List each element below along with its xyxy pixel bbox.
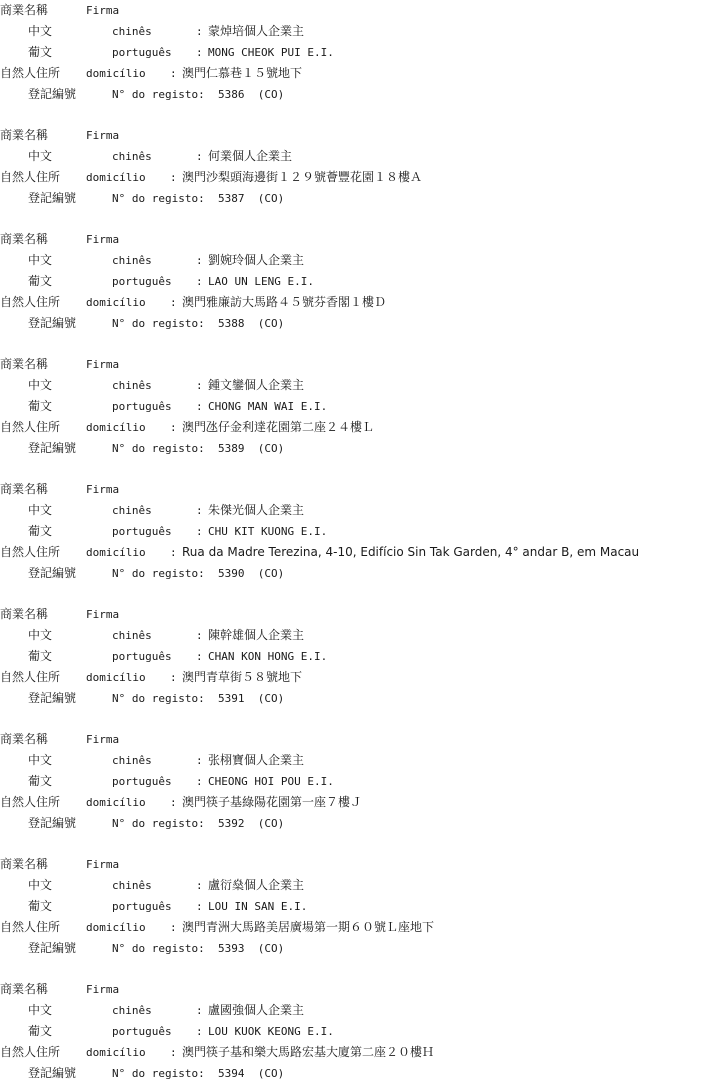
chinese-label-pt: chinês (112, 629, 152, 642)
registration-label-pt: N° do registo: (112, 88, 205, 101)
chinese-label-pt: chinês (112, 879, 152, 892)
registration-label-cn: 登記編號 (28, 566, 77, 580)
domicile-label-cn: 自然人住所 (0, 1045, 61, 1059)
portuguese-name-row (0, 771, 717, 792)
firm-label-cn: 商業名稱 (0, 607, 49, 621)
registration-entry (0, 854, 717, 959)
chinese-name-row (0, 146, 717, 167)
firm-label-cn: 商業名稱 (0, 732, 49, 746)
registration-number-value: 5392 (204, 817, 258, 830)
registration-label-pt: N° do registo: (112, 692, 205, 705)
registration-suffix: (CO) (257, 817, 285, 830)
registration-number-value: 5393 (204, 942, 258, 955)
registration-row (0, 688, 717, 709)
registration-label-cn: 登記編號 (28, 691, 77, 705)
colon-separator: : (196, 879, 203, 892)
chinese-name-value: 劉婉玲個人企業主 (208, 253, 305, 267)
portuguese-name-value: CHAN KON HONG E.I. (208, 650, 328, 663)
registration-suffix: (CO) (257, 442, 285, 455)
firm-heading-row (0, 354, 717, 375)
portuguese-label-pt: português (112, 775, 172, 788)
domicile-row (0, 917, 717, 938)
chinese-name-value: 盧國強個人企業主 (208, 1003, 305, 1017)
firm-label-pt: Firma (86, 608, 120, 621)
firm-label-pt: Firma (86, 983, 120, 996)
portuguese-label-pt: português (112, 275, 172, 288)
colon-separator: : (196, 400, 203, 413)
colon-separator: : (196, 379, 203, 392)
chinese-label-pt: chinês (112, 754, 152, 767)
chinese-name-value: 陳幹雄個人企業主 (208, 628, 305, 642)
domicile-label-pt: domicílio (86, 921, 146, 934)
registration-row (0, 188, 717, 209)
chinese-name-row (0, 375, 717, 396)
registration-number-value: 5387 (204, 192, 258, 205)
registration-row (0, 813, 717, 834)
chinese-label-pt: chinês (112, 504, 152, 517)
registration-label-cn: 登記編號 (28, 816, 77, 830)
colon-separator: : (196, 1025, 203, 1038)
domicile-value: 澳門青洲大馬路美居廣場第一期６０號Ｌ座地下 (182, 920, 435, 934)
colon-separator: : (196, 525, 203, 538)
domicile-value: 澳門沙梨頭海邊街１２９號薈豐花園１８樓Ａ (182, 170, 423, 184)
portuguese-label-pt: português (112, 400, 172, 413)
registration-entry (0, 479, 717, 584)
firm-label-cn: 商業名稱 (0, 857, 49, 871)
firm-heading-row (0, 0, 717, 21)
domicile-label-cn: 自然人住所 (0, 420, 61, 434)
chinese-name-row (0, 250, 717, 271)
domicile-value: 澳門青草街５８號地下 (182, 670, 303, 684)
registration-suffix: (CO) (257, 692, 285, 705)
domicile-label-cn: 自然人住所 (0, 170, 61, 184)
registration-row (0, 563, 717, 584)
domicile-label-cn: 自然人住所 (0, 295, 61, 309)
domicile-label-pt: domicílio (86, 171, 146, 184)
colon-separator: : (170, 171, 177, 184)
chinese-label-pt: chinês (112, 1004, 152, 1017)
domicile-label-pt: domicílio (86, 421, 146, 434)
colon-separator: : (170, 671, 177, 684)
chinese-name-value: 盧衍燊個人企業主 (208, 878, 305, 892)
registration-entry (0, 729, 717, 834)
portuguese-label-pt: português (112, 650, 172, 663)
portuguese-label-cn: 葡文 (28, 399, 53, 413)
registration-suffix: (CO) (257, 192, 285, 205)
portuguese-label-cn: 葡文 (28, 774, 53, 788)
domicile-label-pt: domicílio (86, 67, 146, 80)
colon-separator: : (196, 754, 203, 767)
domicile-label-cn: 自然人住所 (0, 545, 61, 559)
colon-separator: : (196, 775, 203, 788)
registration-label-pt: N° do registo: (112, 817, 205, 830)
firm-heading-row (0, 729, 717, 750)
registration-entry (0, 0, 717, 105)
registration-label-pt: N° do registo: (112, 442, 205, 455)
colon-separator: : (196, 504, 203, 517)
domicile-value: 澳門筷子基和樂大馬路宏基大廈第二座２０樓Ｈ (182, 1045, 435, 1059)
registration-label-cn: 登記編號 (28, 191, 77, 205)
colon-separator: : (170, 421, 177, 434)
domicile-label-pt: domicílio (86, 1046, 146, 1059)
firm-label-cn: 商業名稱 (0, 357, 49, 371)
portuguese-name-value: CHEONG HOI POU E.I. (208, 775, 334, 788)
domicile-value: 澳門筷子基綠陽花園第一座７樓Ｊ (182, 795, 363, 809)
portuguese-label-pt: português (112, 900, 172, 913)
chinese-label-cn: 中文 (28, 149, 53, 163)
portuguese-label-cn: 葡文 (28, 899, 53, 913)
registration-entry (0, 604, 717, 709)
portuguese-label-cn: 葡文 (28, 1024, 53, 1038)
chinese-label-cn: 中文 (28, 1003, 53, 1017)
portuguese-name-row (0, 396, 717, 417)
domicile-row (0, 167, 717, 188)
firm-label-cn: 商業名稱 (0, 482, 49, 496)
colon-separator: : (196, 275, 203, 288)
firm-label-cn: 商業名稱 (0, 232, 49, 246)
domicile-row (0, 1042, 717, 1063)
registration-suffix: (CO) (257, 1067, 285, 1080)
chinese-label-cn: 中文 (28, 253, 53, 267)
chinese-label-pt: chinês (112, 150, 152, 163)
firm-heading-row (0, 604, 717, 625)
registration-number-value: 5394 (204, 1067, 258, 1080)
chinese-label-cn: 中文 (28, 753, 53, 767)
chinese-label-pt: chinês (112, 379, 152, 392)
domicile-label-pt: domicílio (86, 296, 146, 309)
registration-entry (0, 125, 717, 209)
registration-row (0, 84, 717, 105)
portuguese-name-value: LOU IN SAN E.I. (208, 900, 308, 913)
firm-label-pt: Firma (86, 233, 120, 246)
registration-label-cn: 登記編號 (28, 1066, 77, 1080)
colon-separator: : (170, 796, 177, 809)
colon-separator: : (196, 25, 203, 38)
registration-label-pt: N° do registo: (112, 192, 205, 205)
registration-label-pt: N° do registo: (112, 1067, 205, 1080)
domicile-label-cn: 自然人住所 (0, 670, 61, 684)
registration-number-value: 5388 (204, 317, 258, 330)
registration-entry (0, 979, 717, 1084)
portuguese-label-pt: português (112, 46, 172, 59)
registration-number-value: 5390 (204, 567, 258, 580)
registration-row (0, 313, 717, 334)
chinese-name-value: 蒙焯培個人企業主 (208, 24, 305, 38)
firm-label-cn: 商業名稱 (0, 128, 49, 142)
firm-label-pt: Firma (86, 4, 120, 17)
domicile-row (0, 417, 717, 438)
chinese-name-row (0, 875, 717, 896)
colon-separator: : (170, 546, 177, 559)
chinese-name-row (0, 750, 717, 771)
chinese-label-cn: 中文 (28, 628, 53, 642)
chinese-name-row (0, 625, 717, 646)
colon-separator: : (196, 629, 203, 642)
registration-label-cn: 登記編號 (28, 87, 77, 101)
colon-separator: : (196, 150, 203, 163)
portuguese-name-row (0, 271, 717, 292)
firm-label-pt: Firma (86, 358, 120, 371)
domicile-label-cn: 自然人住所 (0, 66, 61, 80)
chinese-label-pt: chinês (112, 254, 152, 267)
domicile-row (0, 542, 717, 563)
firm-label-pt: Firma (86, 483, 120, 496)
portuguese-label-cn: 葡文 (28, 524, 53, 538)
registration-suffix: (CO) (257, 317, 285, 330)
domicile-value: Rua da Madre Terezina, 4-10, Edifício Sin Tak Garden, 4° andar B, em Macau (182, 545, 640, 559)
portuguese-name-value: CHU KIT KUONG E.I. (208, 525, 328, 538)
registration-suffix: (CO) (257, 567, 285, 580)
chinese-label-pt: chinês (112, 25, 152, 38)
portuguese-name-row (0, 896, 717, 917)
domicile-label-pt: domicílio (86, 546, 146, 559)
firm-heading-row (0, 479, 717, 500)
registration-entry (0, 354, 717, 459)
chinese-label-cn: 中文 (28, 503, 53, 517)
portuguese-name-row (0, 1021, 717, 1042)
registration-number-value: 5389 (204, 442, 258, 455)
chinese-label-cn: 中文 (28, 24, 53, 38)
registration-suffix: (CO) (257, 942, 285, 955)
registration-row (0, 938, 717, 959)
chinese-label-cn: 中文 (28, 878, 53, 892)
firm-label-cn: 商業名稱 (0, 982, 49, 996)
firm-heading-row (0, 854, 717, 875)
registration-label-pt: N° do registo: (112, 942, 205, 955)
portuguese-label-cn: 葡文 (28, 274, 53, 288)
firm-label-pt: Firma (86, 733, 120, 746)
colon-separator: : (170, 67, 177, 80)
domicile-label-cn: 自然人住所 (0, 920, 61, 934)
colon-separator: : (196, 900, 203, 913)
domicile-value: 澳門雅廉訪大馬路４５號芬香閣１樓Ｄ (182, 295, 387, 309)
domicile-label-pt: domicílio (86, 671, 146, 684)
chinese-name-row (0, 21, 717, 42)
portuguese-label-cn: 葡文 (28, 649, 53, 663)
firm-label-pt: Firma (86, 129, 120, 142)
portuguese-label-pt: português (112, 525, 172, 538)
domicile-row (0, 63, 717, 84)
chinese-name-row (0, 1000, 717, 1021)
firm-label-cn: 商業名稱 (0, 3, 49, 17)
registration-label-cn: 登記編號 (28, 316, 77, 330)
domicile-value: 澳門氹仔金利達花園第二座２４樓Ｌ (182, 420, 375, 434)
registration-label-cn: 登記編號 (28, 941, 77, 955)
portuguese-label-cn: 葡文 (28, 45, 53, 59)
portuguese-name-value: LAO UN LENG E.I. (208, 275, 314, 288)
chinese-name-value: 朱傑光個人企業主 (208, 503, 305, 517)
portuguese-name-value: MONG CHEOK PUI E.I. (208, 46, 334, 59)
domicile-label-pt: domicílio (86, 796, 146, 809)
colon-separator: : (196, 650, 203, 663)
colon-separator: : (170, 1046, 177, 1059)
registration-label-pt: N° do registo: (112, 567, 205, 580)
registration-row (0, 438, 717, 459)
firm-heading-row (0, 125, 717, 146)
domicile-row (0, 667, 717, 688)
chinese-name-value: 鍾文鑾個人企業主 (208, 378, 305, 392)
registration-suffix: (CO) (257, 88, 285, 101)
portuguese-name-row (0, 521, 717, 542)
registration-number-value: 5386 (204, 88, 258, 101)
registration-row (0, 1063, 717, 1084)
portuguese-name-value: LOU KUOK KEONG E.I. (208, 1025, 334, 1038)
firm-label-pt: Firma (86, 858, 120, 871)
registration-label-cn: 登記編號 (28, 441, 77, 455)
chinese-name-value: 张栩寶個人企業主 (208, 753, 305, 767)
firm-heading-row (0, 229, 717, 250)
registration-label-pt: N° do registo: (112, 317, 205, 330)
portuguese-name-value: CHONG MAN WAI E.I. (208, 400, 328, 413)
domicile-row (0, 292, 717, 313)
chinese-label-cn: 中文 (28, 378, 53, 392)
portuguese-label-pt: português (112, 1025, 172, 1038)
colon-separator: : (170, 296, 177, 309)
domicile-value: 澳門仁慕巷１５號地下 (182, 66, 303, 80)
domicile-row (0, 792, 717, 813)
firm-heading-row (0, 979, 717, 1000)
domicile-label-cn: 自然人住所 (0, 795, 61, 809)
colon-separator: : (196, 46, 203, 59)
chinese-name-value: 何業個人企業主 (208, 149, 293, 163)
portuguese-name-row (0, 42, 717, 63)
registration-number-value: 5391 (204, 692, 258, 705)
registration-entry (0, 229, 717, 334)
chinese-name-row (0, 500, 717, 521)
colon-separator: : (196, 254, 203, 267)
colon-separator: : (170, 921, 177, 934)
colon-separator: : (196, 1004, 203, 1017)
portuguese-name-row (0, 646, 717, 667)
